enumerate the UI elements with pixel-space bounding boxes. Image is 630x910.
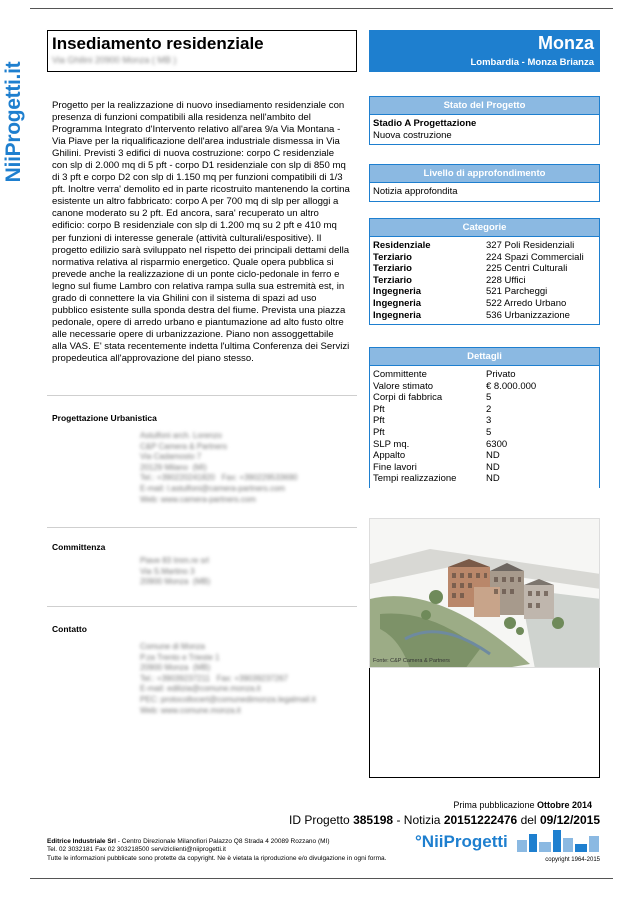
dettaglio-row [373,427,596,439]
categorie-header: Categorie [370,219,599,237]
categoria-key: Ingegneria [373,309,422,321]
niiprogetti-footer-logo: °NiiProgetti [415,832,508,851]
dettaglio-key: Tempi realizzazione [373,473,457,485]
dettagli-header: Dettagli [370,348,599,366]
dettaglio-key: Corpi di fabbrica [373,392,443,404]
project-description: Progetto per la realizzazione di nuovo insediamento residenziale con presenza di funzioni compatibili alla residenza nell'ambito del Programma Integrato d'Intervento relativo all'area 9/a Via Montana - Via Piave per la riqualificazione dell'area industriale dismessa in Via Ghilini. Previsti 3 edifici di nuova costruzione: corpo C residenziale con slp di 2.000 mq di 5 pft - corpo D1 residenziale con slp di 850 mq di 3 pft e corpo D2 con slp di 1.150 mq per funzioni compatibili di 1/3 pft. Inoltre verra' demolito ed in parte ricostruito mantenendo la cortina esistente un altro fabbricato: corpo A per 700 mq di slp per alloggi a canone moderato su 2 pft. Ed ancora, sara' recuperato un altro edificio: corpo B residenziale con slp di 1.200 mq su 2 pft e 410 mq per funzioni di interesse generale (attività culturali/espositive). Il progetto edilizio sarà sviluppato nel rispetto dei principali dettami della normativa relativa al risparmio energetico. Quale opera pubblica si prevede anche la realizzazione di un ponte ciclo-pedonale in ferro e legno sul fiume Lambro con relativa rampa sulla sua estremità est, in grado di connettere la via Ghilini con il sistema di spazi ad uso pubblico esistente sulla sponda destra del fiume. Prevista una piazza pedonale, opere di arredo urbano e piantumazione ad alto fusto oltre alle necessarie opere di urbanizzazione. Piano non assoggettabile alla VAS. E' stata recentemente indetta l'ultima Conferenza dei Servizi propedeutica all'approvazione del piano stesso. [52,100,350,364]
publisher-name: Editrice Industriale Srl [47,838,116,845]
dettaglio-value: 2 [486,403,492,415]
dettagli-panel [369,347,600,488]
dettaglio-row [373,404,596,416]
categoria-value: 228 Uffici [486,274,526,286]
progettazione-label: Progettazione Urbanistica [52,413,157,423]
livello-value: Notizia approfondita [373,186,458,197]
categoria-row [373,240,596,252]
copyright-years: copyright 1964-2015 [545,857,600,863]
section-divider [47,527,357,528]
dettaglio-key: Valore stimato [373,380,434,392]
committenza-contact: Piave 83 Imm.re srl Via S.Martino 3 20900 Monza (MB) [140,556,211,587]
publication-date: Prima pubblicazione Ottobre 2014 [453,800,592,810]
dettaglio-value: Privato [486,369,516,380]
dettaglio-value: 5 [486,392,492,404]
dettaglio-value: 6300 [486,438,508,450]
categoria-row [373,263,596,275]
categoria-row [373,275,596,287]
contatto-contact: Comune di Monza P.za Trento e Trieste 1 20900 Monza (MB) Tel.: +39039237211 Fax: +39039237267 E-mail: edilizia@comune.monza.it PEC: protocollocert@comunedimonza.legalmail.it Web: www.comune.monza.it [140,642,316,715]
project-address: Via Ghilini 20900 Monza ( MB ) [52,55,177,65]
dettaglio-key: Pft [373,426,385,438]
categoria-key: Ingegneria [373,286,422,298]
dettaglio-value: 3 [486,415,492,427]
categoria-value: 522 Arredo Urbano [486,297,567,309]
city-name: Monza [538,33,594,53]
categoria-key: Terziario [373,263,412,275]
buildings-logo-icon [517,830,601,852]
categoria-key: Residenziale [373,240,431,251]
bottom-divider [30,878,613,879]
stato-detail: Nuova costruzione [373,129,452,141]
section-divider [47,395,357,396]
location-box [369,30,600,72]
categoria-value: 521 Parcheggi [486,286,548,298]
project-title: Insediamento residenziale [52,34,264,53]
dettaglio-row [373,439,596,451]
dettaglio-row [373,462,596,474]
stato-header: Stato del Progetto [370,97,599,115]
categoria-value: 225 Centri Culturali [486,263,568,275]
livello-panel [369,164,600,202]
categoria-value: 536 Urbanizzazione [486,309,570,321]
livello-header: Livello di approfondimento [370,165,599,183]
categoria-value: 224 Spazi Commerciali [486,251,584,263]
region-name: Lombardia - Monza Brianza [470,57,594,68]
dettaglio-key: SLP mq. [373,438,410,450]
dettaglio-row [373,415,596,427]
categoria-value: 327 Poli Residenziali [486,240,575,251]
niiprogetti-vertical-logo: NiiProgetti.it [2,61,25,183]
dettaglio-key: Fine lavori [373,461,417,473]
publisher-address: - Centro Direzionale Milanofiori Palazzo Q8 Strada 4 20089 Rozzano (MI) [116,838,330,845]
dettaglio-value: 5 [486,426,492,438]
dettaglio-row [373,381,596,393]
stato-panel [369,96,600,145]
dettaglio-value: ND [486,461,500,473]
dettaglio-key: Pft [373,415,385,427]
dettaglio-key: Pft [373,403,385,415]
dettaglio-value: € 8.000.000 [486,380,537,392]
categoria-key: Terziario [373,251,412,263]
dettaglio-row [373,369,596,381]
categoria-row [373,286,596,298]
publisher-contacts: Tel. 02 3032181 Fax 02 303218500 serviziclienti@niiprogetti.it [47,846,226,854]
categoria-row [373,298,596,310]
progettazione-contact: Astulfoni arch. Lorenzo C&P Camera & Partners Via Cadamosto 7 20129 Milano (MI) Tel.: +390220241820 Fax: +390229533690 E-mail: l.astulfoni@camera-partners.com Web: www.camera-partners.com [140,431,298,504]
stato-stadio: Stadio A Progettazione [373,118,477,129]
categoria-row [373,252,596,264]
photo-caption: Fonte: C&P Camera & Partners [373,658,450,664]
dettaglio-row [373,450,596,462]
project-rendering [369,518,600,668]
title-box [47,30,357,72]
copyright-notice: Tutte le informazioni pubblicate sono protette da copyright. Ne è vietata la riproduzione e/o divulgazione in ogni forma. [47,854,387,862]
project-id-line: ID Progetto 385198 - Notizia 20151222476 del 09/12/2015 [289,813,600,827]
categoria-key: Terziario [373,274,412,286]
categorie-panel [369,218,600,325]
committenza-label: Committenza [52,542,106,552]
categoria-key: Ingegneria [373,297,422,309]
categoria-row [373,310,596,322]
empty-frame [369,668,600,778]
dettaglio-key: Appalto [373,450,406,462]
top-divider [30,8,613,9]
dettaglio-value: ND [486,450,500,462]
section-divider [47,606,357,607]
dettaglio-value: ND [486,473,500,485]
dettaglio-key: Committente [373,369,427,380]
publisher-footer [47,838,386,863]
dettaglio-row [373,392,596,404]
dettaglio-row [373,473,596,485]
contatto-label: Contatto [52,624,87,634]
